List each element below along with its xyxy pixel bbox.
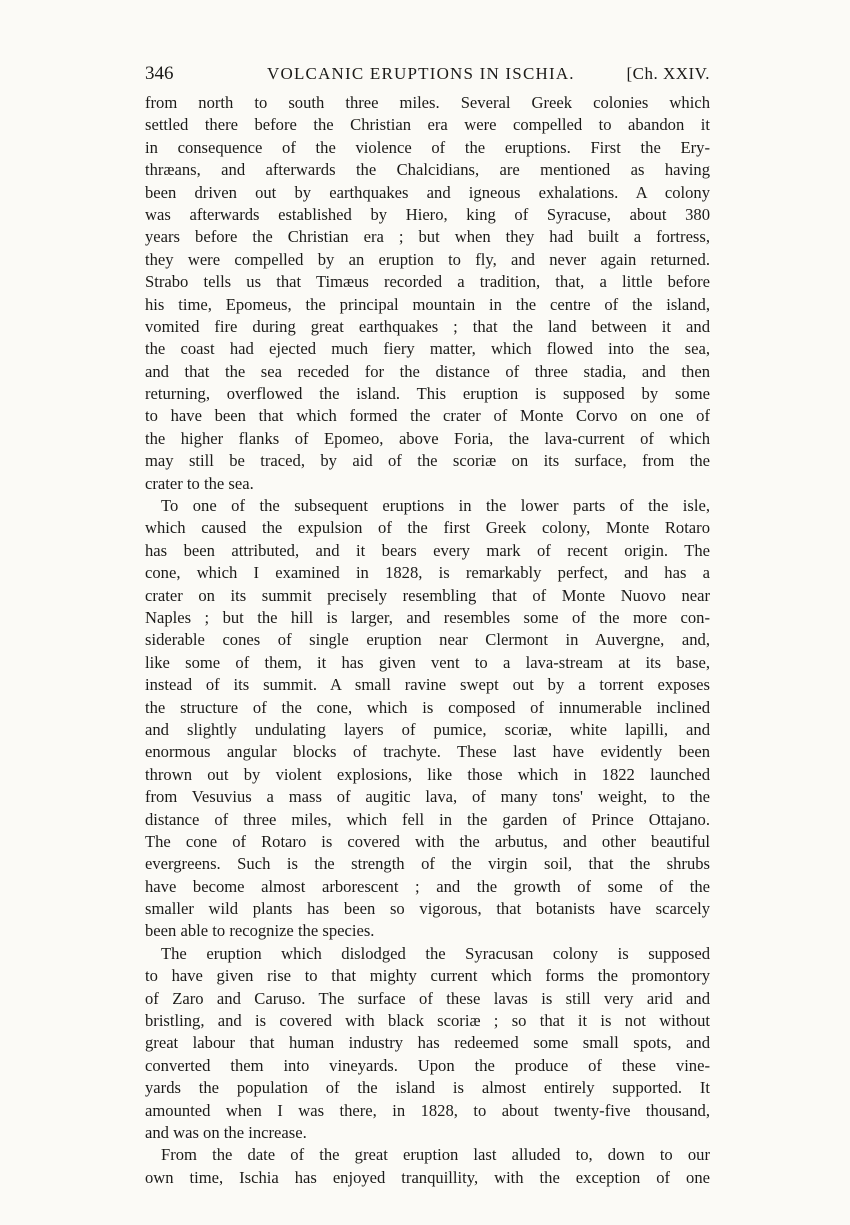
text-line: the higher flanks of Epomeo, above Foria, the lava-current of which <box>145 428 710 448</box>
running-title: VOLCANIC ERUPTIONS IN ISCHIA. <box>267 64 575 83</box>
text-line: The eruption which dislodged the Syracusan colony is supposed <box>161 943 710 963</box>
text-line: of Zaro and Caruso. The surface of these lavas is still very arid and <box>145 988 710 1008</box>
text-line: crater to the sea. <box>145 473 254 493</box>
chapter-reference: [Ch. XXIV. <box>626 64 710 83</box>
text-line: been able to recognize the species. <box>145 921 375 941</box>
text-line: Naples ; but the hill is larger, and resembles some of the more con- <box>145 607 710 627</box>
text-line: has been attributed, and it bears every mark of recent origin. The <box>145 540 710 560</box>
text-line: From the date of the great eruption last alluded to, down to our <box>161 1145 710 1165</box>
text-line: crater on its summit precisely resembling that of Monte Nuovo near <box>145 585 710 605</box>
text-line: cone, which I examined in 1828, is remarkably perfect, and has a <box>145 563 710 583</box>
text-line: been driven out by earthquakes and igneous exhalations. A colony <box>145 182 710 202</box>
text-line: his time, Epomeus, the principal mountain in the centre of the island, <box>145 294 710 314</box>
text-line: and slightly undulating layers of pumice, scoriæ, white lapilli, and <box>145 719 710 739</box>
text-line: which caused the expulsion of the first Greek colony, Monte Rotaro <box>145 518 710 538</box>
text-line: like some of them, it has given vent to a lava-stream at its base, <box>145 652 710 672</box>
text-line: years before the Christian era ; but when they had built a fortress, <box>145 227 710 247</box>
text-line: the coast had ejected much fiery matter, which flowed into the sea, <box>145 339 710 359</box>
text-line: to have been that which formed the crater of Monte Corvo on one of <box>145 406 710 426</box>
text-line: siderable cones of single eruption near Clermont in Auvergne, and, <box>145 630 710 650</box>
text-line: in consequence of the violence of the eruptions. First the Ery- <box>145 137 710 157</box>
text-line: they were compelled by an eruption to fly, and never again returned. <box>145 249 710 269</box>
paragraph <box>145 495 710 943</box>
text-line: distance of three miles, which fell in the garden of Prince Ottajano. <box>145 809 710 829</box>
text-line: thrown out by violent explosions, like those which in 1822 launched <box>145 764 710 784</box>
text-line: The cone of Rotaro is covered with the arbutus, and other beautiful <box>145 831 710 851</box>
text-line: instead of its summit. A small ravine swept out by a torrent exposes <box>145 675 710 695</box>
text-line: and was on the increase. <box>145 1122 307 1142</box>
paragraph <box>145 92 710 495</box>
text-line: To one of the subsequent eruptions in the lower parts of the isle, <box>161 496 710 516</box>
paragraph <box>145 1144 710 1189</box>
text-line: converted them into vineyards. Upon the produce of these vine- <box>145 1055 710 1075</box>
text-line: to have given rise to that mighty current which forms the promontory <box>145 966 710 986</box>
text-line: Strabo tells us that Timæus recorded a tradition, that, a little before <box>145 272 710 292</box>
text-line: from north to south three miles. Several Greek colonies which <box>145 93 710 112</box>
text-line: and that the sea receded for the distance of three stadia, and then <box>145 361 710 381</box>
paragraph <box>145 943 710 1145</box>
text-line: enormous angular blocks of trachyte. These last have evidently been <box>145 742 710 762</box>
body-text <box>145 92 710 1189</box>
text-line: vomited fire during great earthquakes ; that the land between it and <box>145 316 710 336</box>
text-line: was afterwards established by Hiero, king of Syracuse, about 380 <box>145 204 710 224</box>
text-line: settled there before the Christian era were compelled to abandon it <box>145 115 710 135</box>
text-line: thræans, and afterwards the Chalcidians, are mentioned as having <box>145 160 710 180</box>
text-line: evergreens. Such is the strength of the virgin soil, that the shrubs <box>145 854 710 874</box>
page-header <box>145 62 710 86</box>
text-line: may still be traced, by aid of the scoriæ on its surface, from the <box>145 451 710 471</box>
text-line: the structure of the cone, which is composed of innumerable inclined <box>145 697 710 717</box>
text-line: have become almost arborescent ; and the growth of some of the <box>145 876 710 896</box>
text-line: amounted when I was there, in 1828, to about twenty-five thousand, <box>145 1100 710 1120</box>
text-line: yards the population of the island is almost entirely supported. It <box>145 1078 710 1098</box>
text-line: returning, overflowed the island. This eruption is supposed by some <box>145 384 710 404</box>
text-line: from Vesuvius a mass of augitic lava, of many tons' weight, to the <box>145 787 710 807</box>
page-number: 346 <box>145 63 174 84</box>
text-line: own time, Ischia has enjoyed tranquillity, with the exception of one <box>145 1167 710 1187</box>
text-line: smaller wild plants has been so vigorous, that botanists have scarcely <box>145 899 710 919</box>
text-line: great labour that human industry has redeemed some small spots, and <box>145 1033 710 1053</box>
text-line: bristling, and is covered with black scoriæ ; so that it is not without <box>145 1011 710 1031</box>
